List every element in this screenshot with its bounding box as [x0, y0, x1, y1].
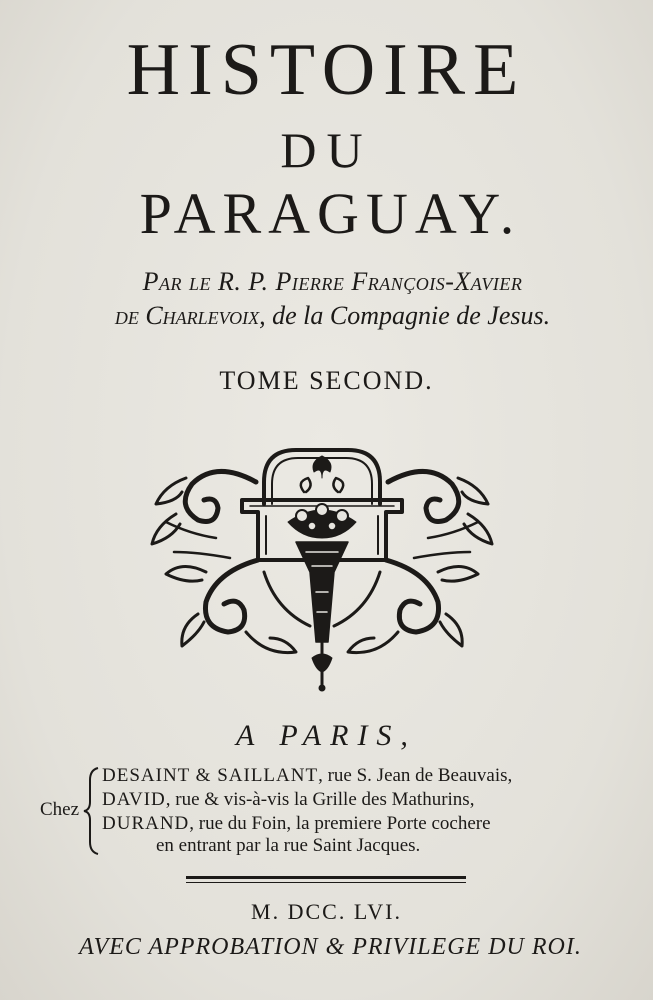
chez-label: Chez: [40, 799, 80, 820]
publisher-line: [102, 788, 474, 812]
author-line-1: [0, 266, 653, 298]
publication-year: M. DCC. LVI.: [251, 899, 402, 924]
author-name: Par le R. P. Pierre François-Xavier: [142, 267, 523, 296]
title-line-3: PARAGUAY.: [139, 181, 522, 246]
publisher-address: , rue du Foin, la premiere Porte cochere: [189, 813, 491, 834]
printers-ornament-icon: [146, 442, 498, 692]
volume-label: TOME SECOND.: [219, 366, 434, 395]
title-line-2: DU: [280, 122, 373, 178]
publishers-block: [38, 764, 618, 864]
author-affiliation: de la Compagnie de Jesus.: [265, 301, 551, 330]
double-rule-thin: [186, 882, 466, 883]
title-line-1: HISTOIRE: [126, 29, 527, 111]
publisher-name: DURAND: [102, 813, 190, 834]
imprint-city: A PARIS,: [236, 719, 417, 752]
author-line-2: [0, 300, 653, 332]
publisher-line: [102, 812, 491, 836]
publisher-address-continued: en entrant par la rue Saint Jacques.: [156, 835, 421, 856]
publisher-address: , rue & vis-à-vis la Grille des Mathurins,: [165, 789, 475, 810]
double-rule-thick: [186, 876, 466, 879]
publisher-address: , rue S. Jean de Beauvais,: [318, 765, 513, 786]
publisher-line: [102, 764, 512, 788]
author-surname: de Charlevoix,: [114, 301, 266, 330]
brace-icon: [82, 766, 100, 856]
publisher-name: DAVID: [102, 789, 166, 810]
royal-privilege: AVEC APPROBATION & PRIVILEGE DU ROI.: [79, 934, 582, 960]
publisher-name: DESAINT & SAILLANT: [102, 765, 319, 786]
